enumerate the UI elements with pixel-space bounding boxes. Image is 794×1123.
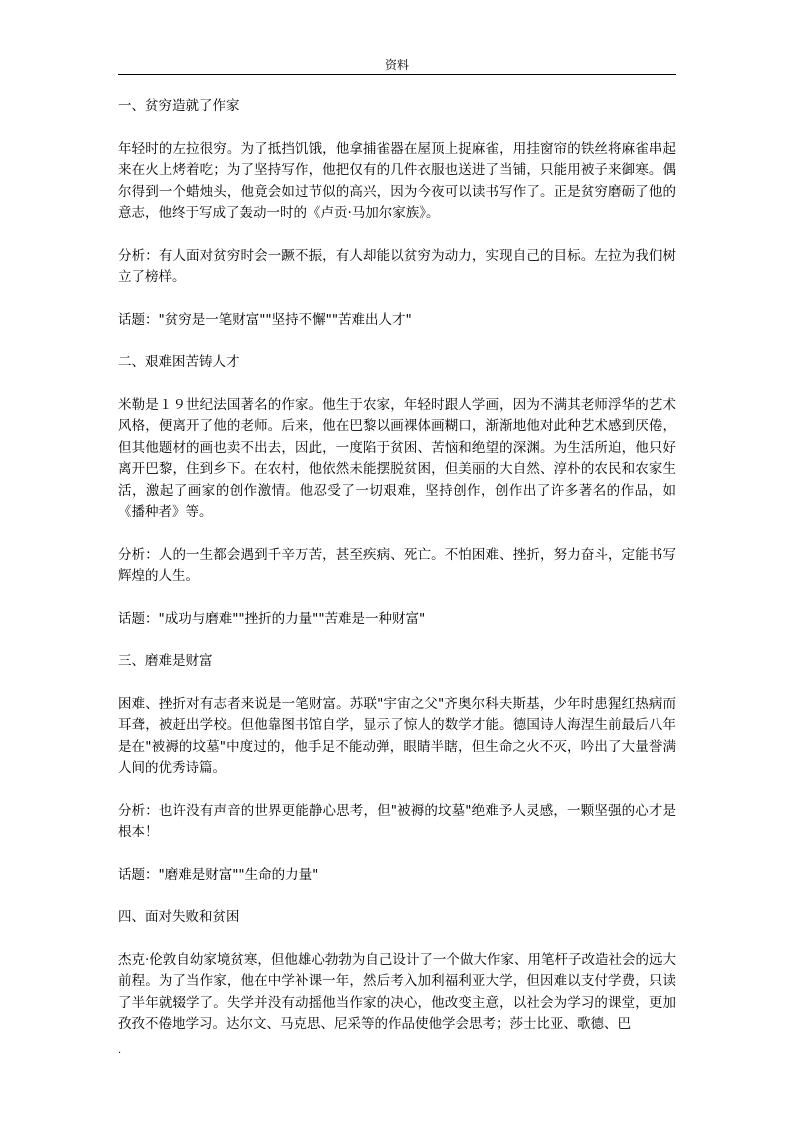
header-rule — [118, 74, 676, 75]
section-4-body: 杰克·伦敦自幼家境贫寒，但他雄心勃勃为自己设计了一个做大作家、用笔杆子改造社会的远大前程。为了当作家，他在中学补课一年，然后考入加利福利亚大学，但因难以支付学费，只读了半年就辍学了。失学并没有动摇他当作家的决心，他改变主意，以社会为学习的课堂，更加孜孜不倦地学习。达尔文、马克思、尼采等的作品使他学会思考；莎士比亚、歌德、巴 — [118, 951, 676, 1032]
section-3-analysis: 分析：也许没有声音的世界更能静心思考，但"被褥的坟墓"绝难予人灵感，一颗坚强的心才是根本！ — [118, 802, 676, 840]
section-1-heading: 一、贫穷造就了作家 — [118, 98, 240, 114]
section-1-topic: 话题："贫穷是一笔财富""坚持不懈""苦难出人才" — [118, 311, 412, 328]
section-3-body: 困难、挫折对有志者来说是一笔财富。苏联"宇宙之父"齐奥尔科夫斯基，少年时患猩红热病而耳聋，被赶出学校。但他靠图书馆自学，显示了惊人的数学才能。德国诗人海涅生前最后八年是在"被褥的坟墓"中度过的，他手足不能动弹，眼睛半瞎，但生命之火不灭，吟出了大量誉满人间的优秀诗篇。 — [118, 695, 676, 776]
section-2-heading: 二、艰难困苦铸人才 — [118, 354, 240, 370]
page-header: 资料 — [384, 58, 409, 72]
section-3-heading: 三、磨难是财富 — [118, 653, 213, 669]
section-1-analysis: 分析：有人面对贫穷时会一蹶不振，有人却能以贫穷为动力，实现自己的目标。左拉为我们树立了榜样。 — [118, 247, 676, 285]
section-4-heading: 四、面对失败和贫困 — [118, 909, 240, 925]
section-2-body: 米勒是１９世纪法国著名的作家。他生于农家，年轻时跟人学画，因为不满其老师浮华的艺术风格，便离开了他的老师。后来，他在巴黎以画裸体画糊口，渐渐地他对此种艺术感到厌倦，但其他题材的画也卖不出去，因此，一度陷于贫困、苦恼和绝望的深渊。为生活所迫，他只好离开巴黎，住到乡下。在农村，他依然未能摆脱贫困，但美丽的大自然、淳朴的农民和农家生活，激起了画家的创作激情。他忍受了一切艰难，坚持创作，创作出了许多著名的作品，如《播种者》等。 — [118, 396, 676, 520]
section-1-body: 年轻时的左拉很穷。为了抵挡饥饿，他拿捕雀器在屋顶上捉麻雀，用挂窗帘的铁丝将麻雀串起来在火上烤着吃；为了坚持写作，他把仅有的几件衣服也送进了当铺，只能用被子来御寒。偶尔得到一个蜡烛头，他竟会如过节似的高兴，因为今夜可以读书写作了。正是贫穷磨砺了他的意志，他终于写成了轰动一时的《卢贡·马加尔家族》。 — [118, 140, 676, 221]
section-2-analysis: 分析：人的一生都会遇到千辛万苦，甚至疾病、死亡。不怕困难、挫折，努力奋斗，定能书写辉煌的人生。 — [118, 546, 676, 584]
section-3-topic: 话题："磨难是财富""生命的力量" — [118, 866, 319, 883]
document-body — [118, 96, 676, 1057]
section-2-topic: 话题："成功与磨难""挫折的力量""苦难是一种财富" — [118, 610, 426, 627]
footer-mark: . — [118, 1045, 122, 1056]
